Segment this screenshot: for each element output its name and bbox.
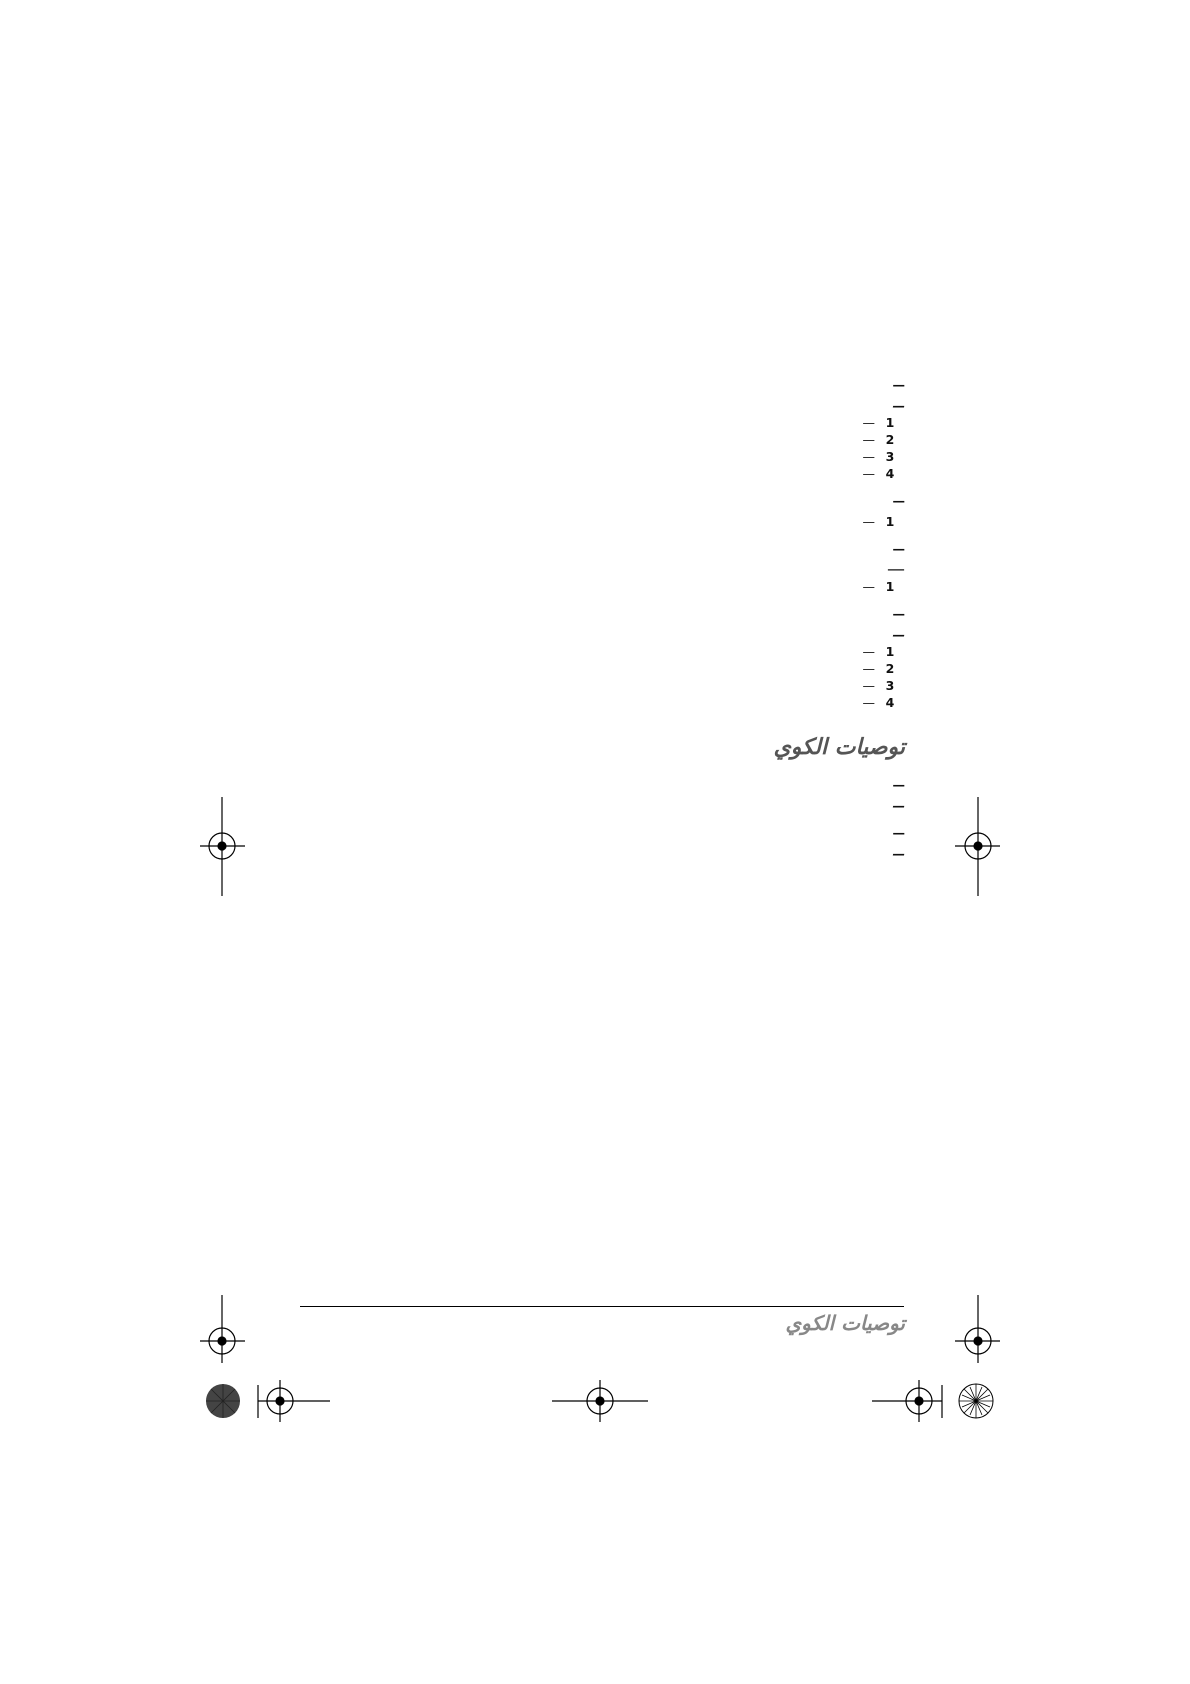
registration-mark-icon: [872, 1380, 942, 1422]
list-item: 3—: [862, 678, 895, 693]
tip: —: [892, 846, 905, 861]
list-item: 4—: [862, 466, 895, 481]
color-wheel-icon: [959, 1384, 993, 1418]
section-heading: —: [892, 493, 905, 508]
color-wheel-icon: [206, 1384, 240, 1418]
list-item: 2—: [862, 432, 895, 447]
footer-title: توصيات الكوي: [785, 1311, 905, 1335]
registration-mark-icon: [955, 797, 1000, 896]
list-item: 1—: [862, 579, 895, 594]
section-heading: —: [892, 606, 905, 621]
section-heading: —: [892, 541, 905, 556]
section-heading: —: [892, 377, 905, 392]
list-item: 1—: [862, 415, 895, 430]
registration-mark-icon: [955, 1295, 1000, 1363]
registration-mark-icon: [552, 1380, 648, 1422]
tip: —: [892, 798, 905, 813]
list-item: 1—: [862, 644, 895, 659]
chapter-title: توصيات الكوي: [773, 735, 905, 760]
registration-mark-icon: [258, 1380, 330, 1422]
section-heading: —: [892, 777, 905, 792]
list-item: 2—: [862, 661, 895, 676]
registration-mark-icon: [200, 797, 245, 896]
list-item: 3—: [862, 449, 895, 464]
registration-mark-icon: [200, 1295, 245, 1363]
list-item: 4—: [862, 695, 895, 710]
note: —: [892, 398, 905, 413]
list-item: 1—: [862, 514, 895, 529]
note: —: [892, 627, 905, 642]
section-heading: —: [892, 825, 905, 840]
info-line: —: [887, 559, 905, 580]
